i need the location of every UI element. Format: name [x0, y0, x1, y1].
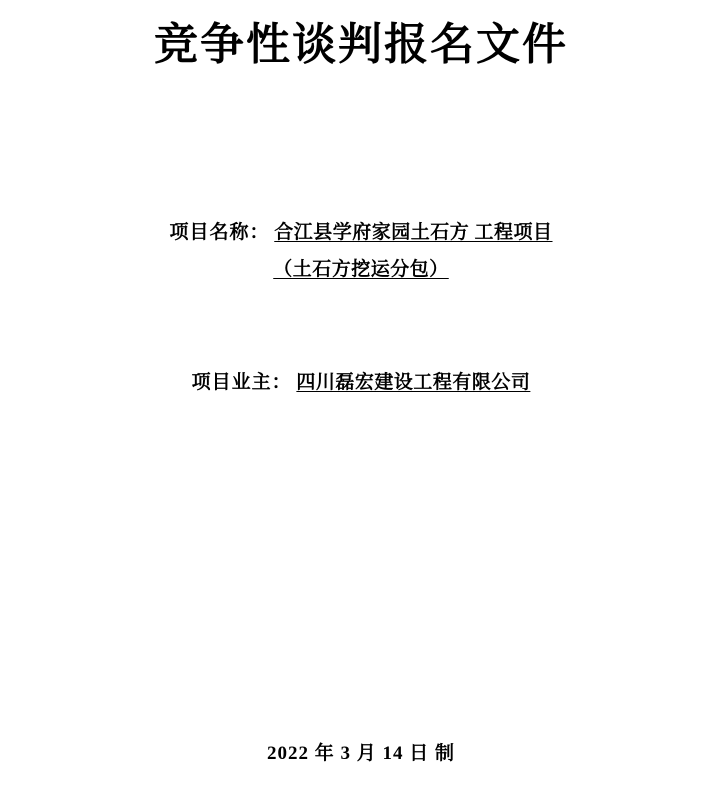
project-name-line-2 [0, 248, 722, 281]
project-name-label: 项目名称： [169, 222, 270, 243]
project-owner-block [0, 368, 722, 398]
page-title: 竞争性谈判报名文件 [154, 20, 568, 69]
project-name-value: 合江县学府家园土石方 工程项目 [274, 222, 553, 243]
project-name-line [0, 218, 722, 248]
document-date: 2022 年 3 月 14 日 制 [266, 743, 455, 764]
project-owner-line [0, 368, 722, 398]
project-owner-label: 项目业主： [191, 372, 292, 393]
project-name-value-continued: （土石方挖运分包） [273, 259, 449, 280]
project-name-block [0, 218, 722, 281]
project-owner-value: 四川磊宏建设工程有限公司 [296, 372, 531, 393]
